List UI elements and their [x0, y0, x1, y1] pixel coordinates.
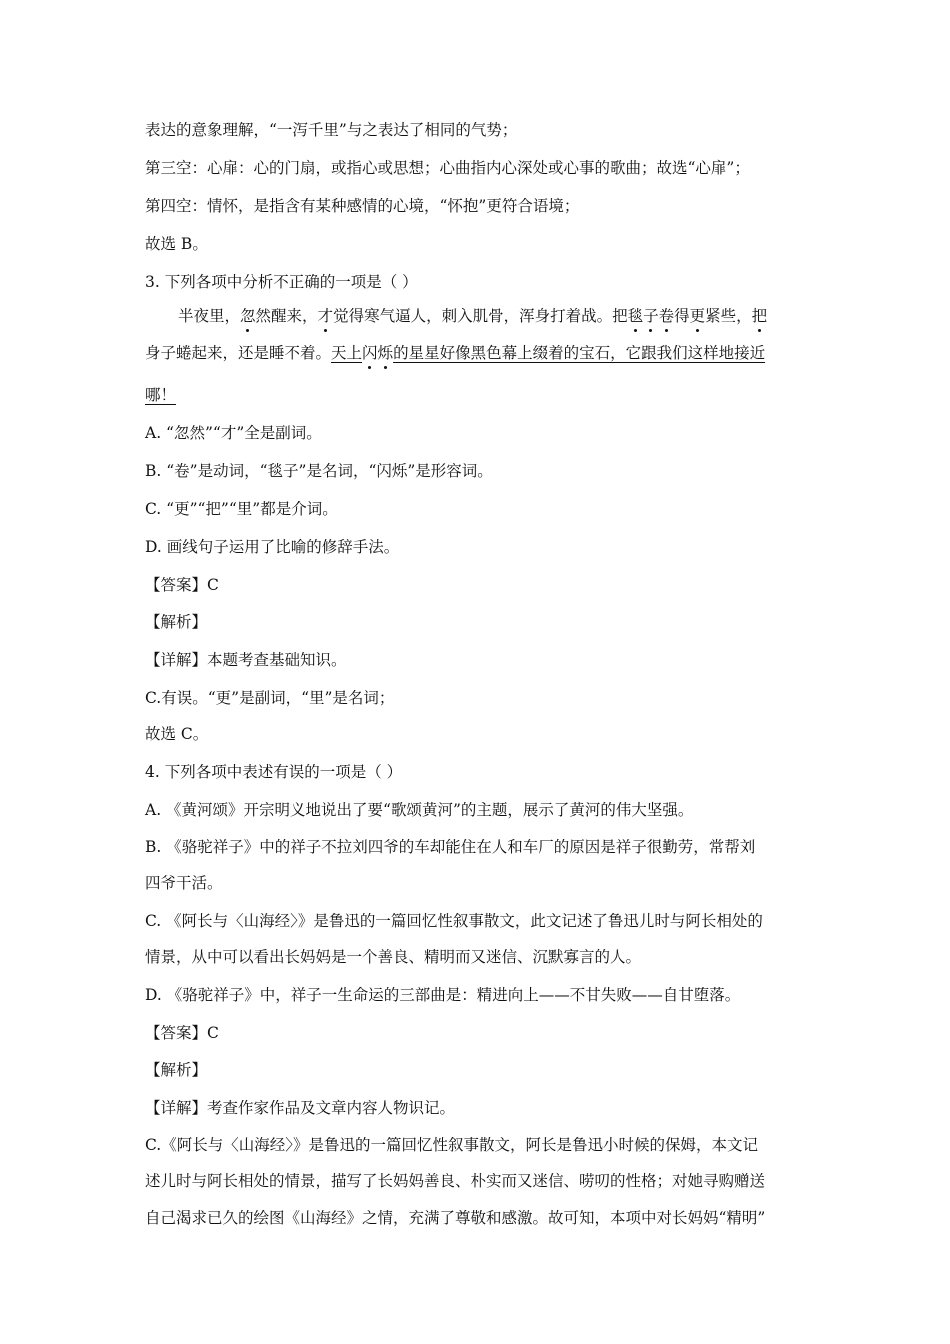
option-d: D. 《骆驼祥子》中，祥子一生命运的三部曲是：精进向上——不甘失败——自甘堕落。 [145, 986, 741, 1004]
dotted-char: 烁 [377, 344, 394, 362]
dotted-char: 把 [751, 307, 768, 325]
option-b-cont: 四爷干活。 [145, 874, 223, 892]
option-c: C. 《阿长与〈山海经〉》是鲁迅的一篇回忆性叙事散文，此文记述了鲁迅儿时与阿长相处的 [145, 912, 763, 930]
option-b: B. 《骆驼祥子》中的祥子不拉刘四爷的车却能住在人和车厂的原因是祥子很勤劳，常帮刘 [145, 838, 756, 856]
dotted-char: 毯 [627, 307, 644, 325]
option-a: A. 《黄河颂》开宗明义地说出了要“歌颂黄河”的主题，展示了黄河的伟大坚强。 [145, 801, 694, 819]
underlined-sentence: 哪！ [145, 386, 177, 404]
passage-text: 的星星好像黑色幕上缀着的宝石，它跟我们这样地接近 [393, 344, 766, 362]
dotted-char: 才 [317, 307, 334, 325]
text-line: 第三空：心扉：心的门扇，或指心或思想；心曲指内心深处或心事的歌曲；故选“心扉”； [145, 159, 750, 177]
text-line: 第四空：情怀，是指含有某种感情的心境，“怀抱”更符合语境； [145, 197, 580, 215]
analysis-label: 【解析】 [145, 1061, 208, 1079]
underlined-sentence [331, 344, 765, 362]
text-line: 故选 B。 [145, 235, 208, 253]
question-4-stem: 4. 下列各项中表述有误的一项是（ ） [145, 763, 403, 781]
option-b: B. “卷”是动词，“毯子”是名词，“闪烁”是形容词。 [145, 462, 493, 480]
passage-line-1 [178, 306, 767, 326]
passage-line-2 [145, 343, 765, 363]
detail-line: 自己渴求已久的绘图《山海经》之情，充满了尊敬和感激。故可知，本项中对长妈妈“精明” [145, 1209, 766, 1227]
detail-line: 【详解】本题考查基础知识。 [145, 651, 347, 669]
detail-line: 述儿时与阿长相处的情景，描写了长妈妈善良、朴实而又迷信、唠叨的性格；对她寻购赠送 [145, 1172, 766, 1190]
question-3-stem: 3. 下列各项中分析不正确的一项是（ ） [145, 273, 418, 291]
dotted-char: 子 [643, 307, 659, 325]
answer-label: 【答案】C [145, 1024, 219, 1042]
detail-line: C.《阿长与〈山海经〉》是鲁迅的一篇回忆性叙事散文，阿长是鲁迅小时候的保姆，本文记 [145, 1136, 758, 1154]
dotted-char: 忽 [240, 307, 256, 325]
dotted-char: 卷 [658, 307, 675, 325]
passage-line-3 [145, 385, 176, 405]
analysis-label: 【解析】 [145, 613, 208, 631]
passage-text: 觉得寒气逼人，刺入肌骨，浑身打着战。把 [333, 307, 628, 325]
passage-text: 紧些， [705, 307, 752, 325]
detail-line: 【详解】考查作家作品及文章内容人物识记。 [145, 1099, 456, 1117]
passage-text: 身子蜷起来，还是睡不着。 [145, 344, 332, 362]
detail-line: C.有误。“更”是副词，“里”是名词； [145, 689, 395, 707]
passage-text: 得 [674, 307, 690, 325]
option-c-cont: 情景，从中可以看出长妈妈是一个善良、精明而又迷信、沉默寡言的人。 [145, 948, 642, 966]
passage-text: 然醒来， [255, 307, 318, 325]
text-line: 表达的意象理解，“一泻千里”与之表达了相同的气势； [145, 121, 518, 139]
passage-text: 半夜里， [178, 307, 241, 325]
option-a: A. “忽然”“才”全是副词。 [145, 424, 322, 442]
option-c: C. “更”“把”“里”都是介词。 [145, 500, 338, 518]
dotted-char: 更 [689, 307, 706, 325]
answer-label: 【答案】C [145, 576, 219, 594]
passage-text: 天上 [331, 344, 363, 362]
option-d: D. 画线句子运用了比喻的修辞手法。 [145, 538, 400, 556]
detail-line: 故选 C。 [145, 725, 209, 743]
dotted-char: 闪 [362, 344, 378, 362]
